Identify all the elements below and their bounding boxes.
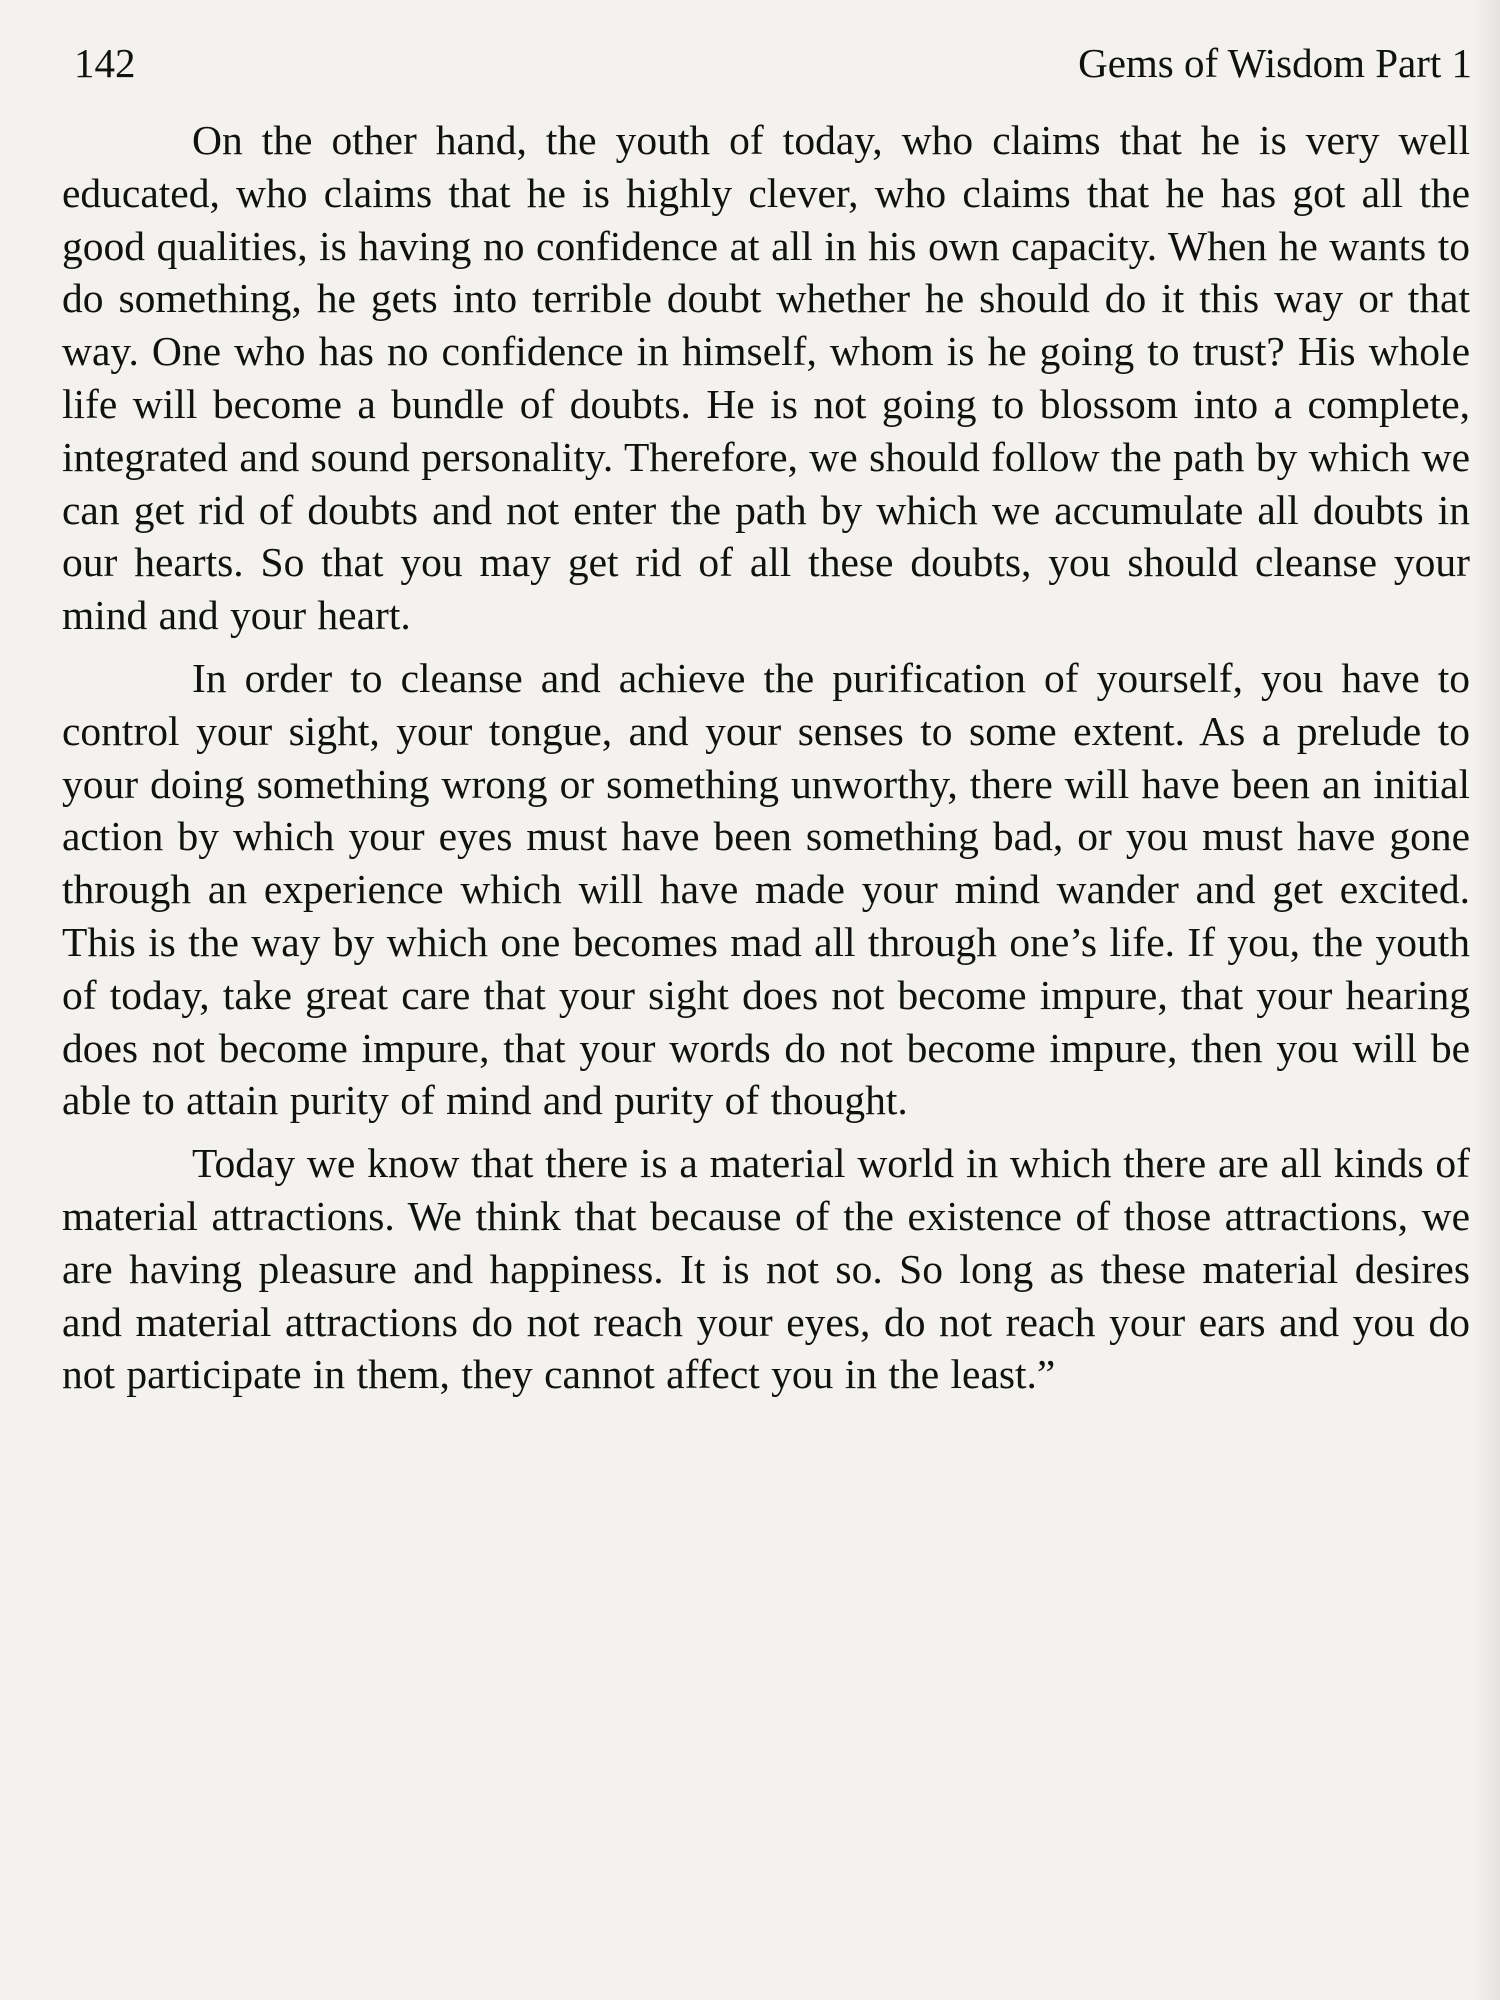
page-edge-shadow: [1474, 0, 1500, 2000]
running-title: Gems of Wisdom Part 1: [1078, 40, 1472, 86]
page-number: 142: [74, 40, 136, 86]
paragraph: In order to cleanse and achieve the purification of yourself, you have to control your sight, your tongue, and your senses to some extent. As a prelude to your doing something wrong or something unworthy, there will have been an initial action by which your eyes must have been something bad, or you must have gone through an experience which will have made your mind wander and get excited. This is the way by which one becomes mad all through one’s life. If you, the youth of today, take great care that your sight does not become impure, that your hearing does not become impure, that your words do not become impure, then you will be able to attain purity of mind and purity of thought.: [62, 654, 1470, 1124]
paragraph: Today we know that there is a material world in which there are all kinds of material attractions. We think that because of the existence of those attractions, we are having pleasure and happiness. It is not so. So long as these material desires and material attractions do not reach your eyes, do not reach your ears and you do not participate in them, they cannot affect you in the least.”: [62, 1140, 1470, 1398]
body-text: [62, 114, 1470, 1411]
page-header: [74, 28, 1472, 98]
paragraph: On the other hand, the youth of today, who claims that he is very well educated, who claims that he is highly clever, who claims that he has got all the good qualities, is having no confidence at all in his own capacity. When he wants to do something, he gets into terrible doubt whether he should do it this way or that way. One who has no confidence in himself, whom is he going to trust? His whole life will become a bundle of doubts. He is not going to blossom into a complete, integrated and sound personality. Therefore, we should follow the path by which we can get rid of doubts and not enter the path by which we accumulate all doubts in our hearts. So that you may get rid of all these doubts, you should cleanse your mind and your heart.: [62, 117, 1470, 639]
